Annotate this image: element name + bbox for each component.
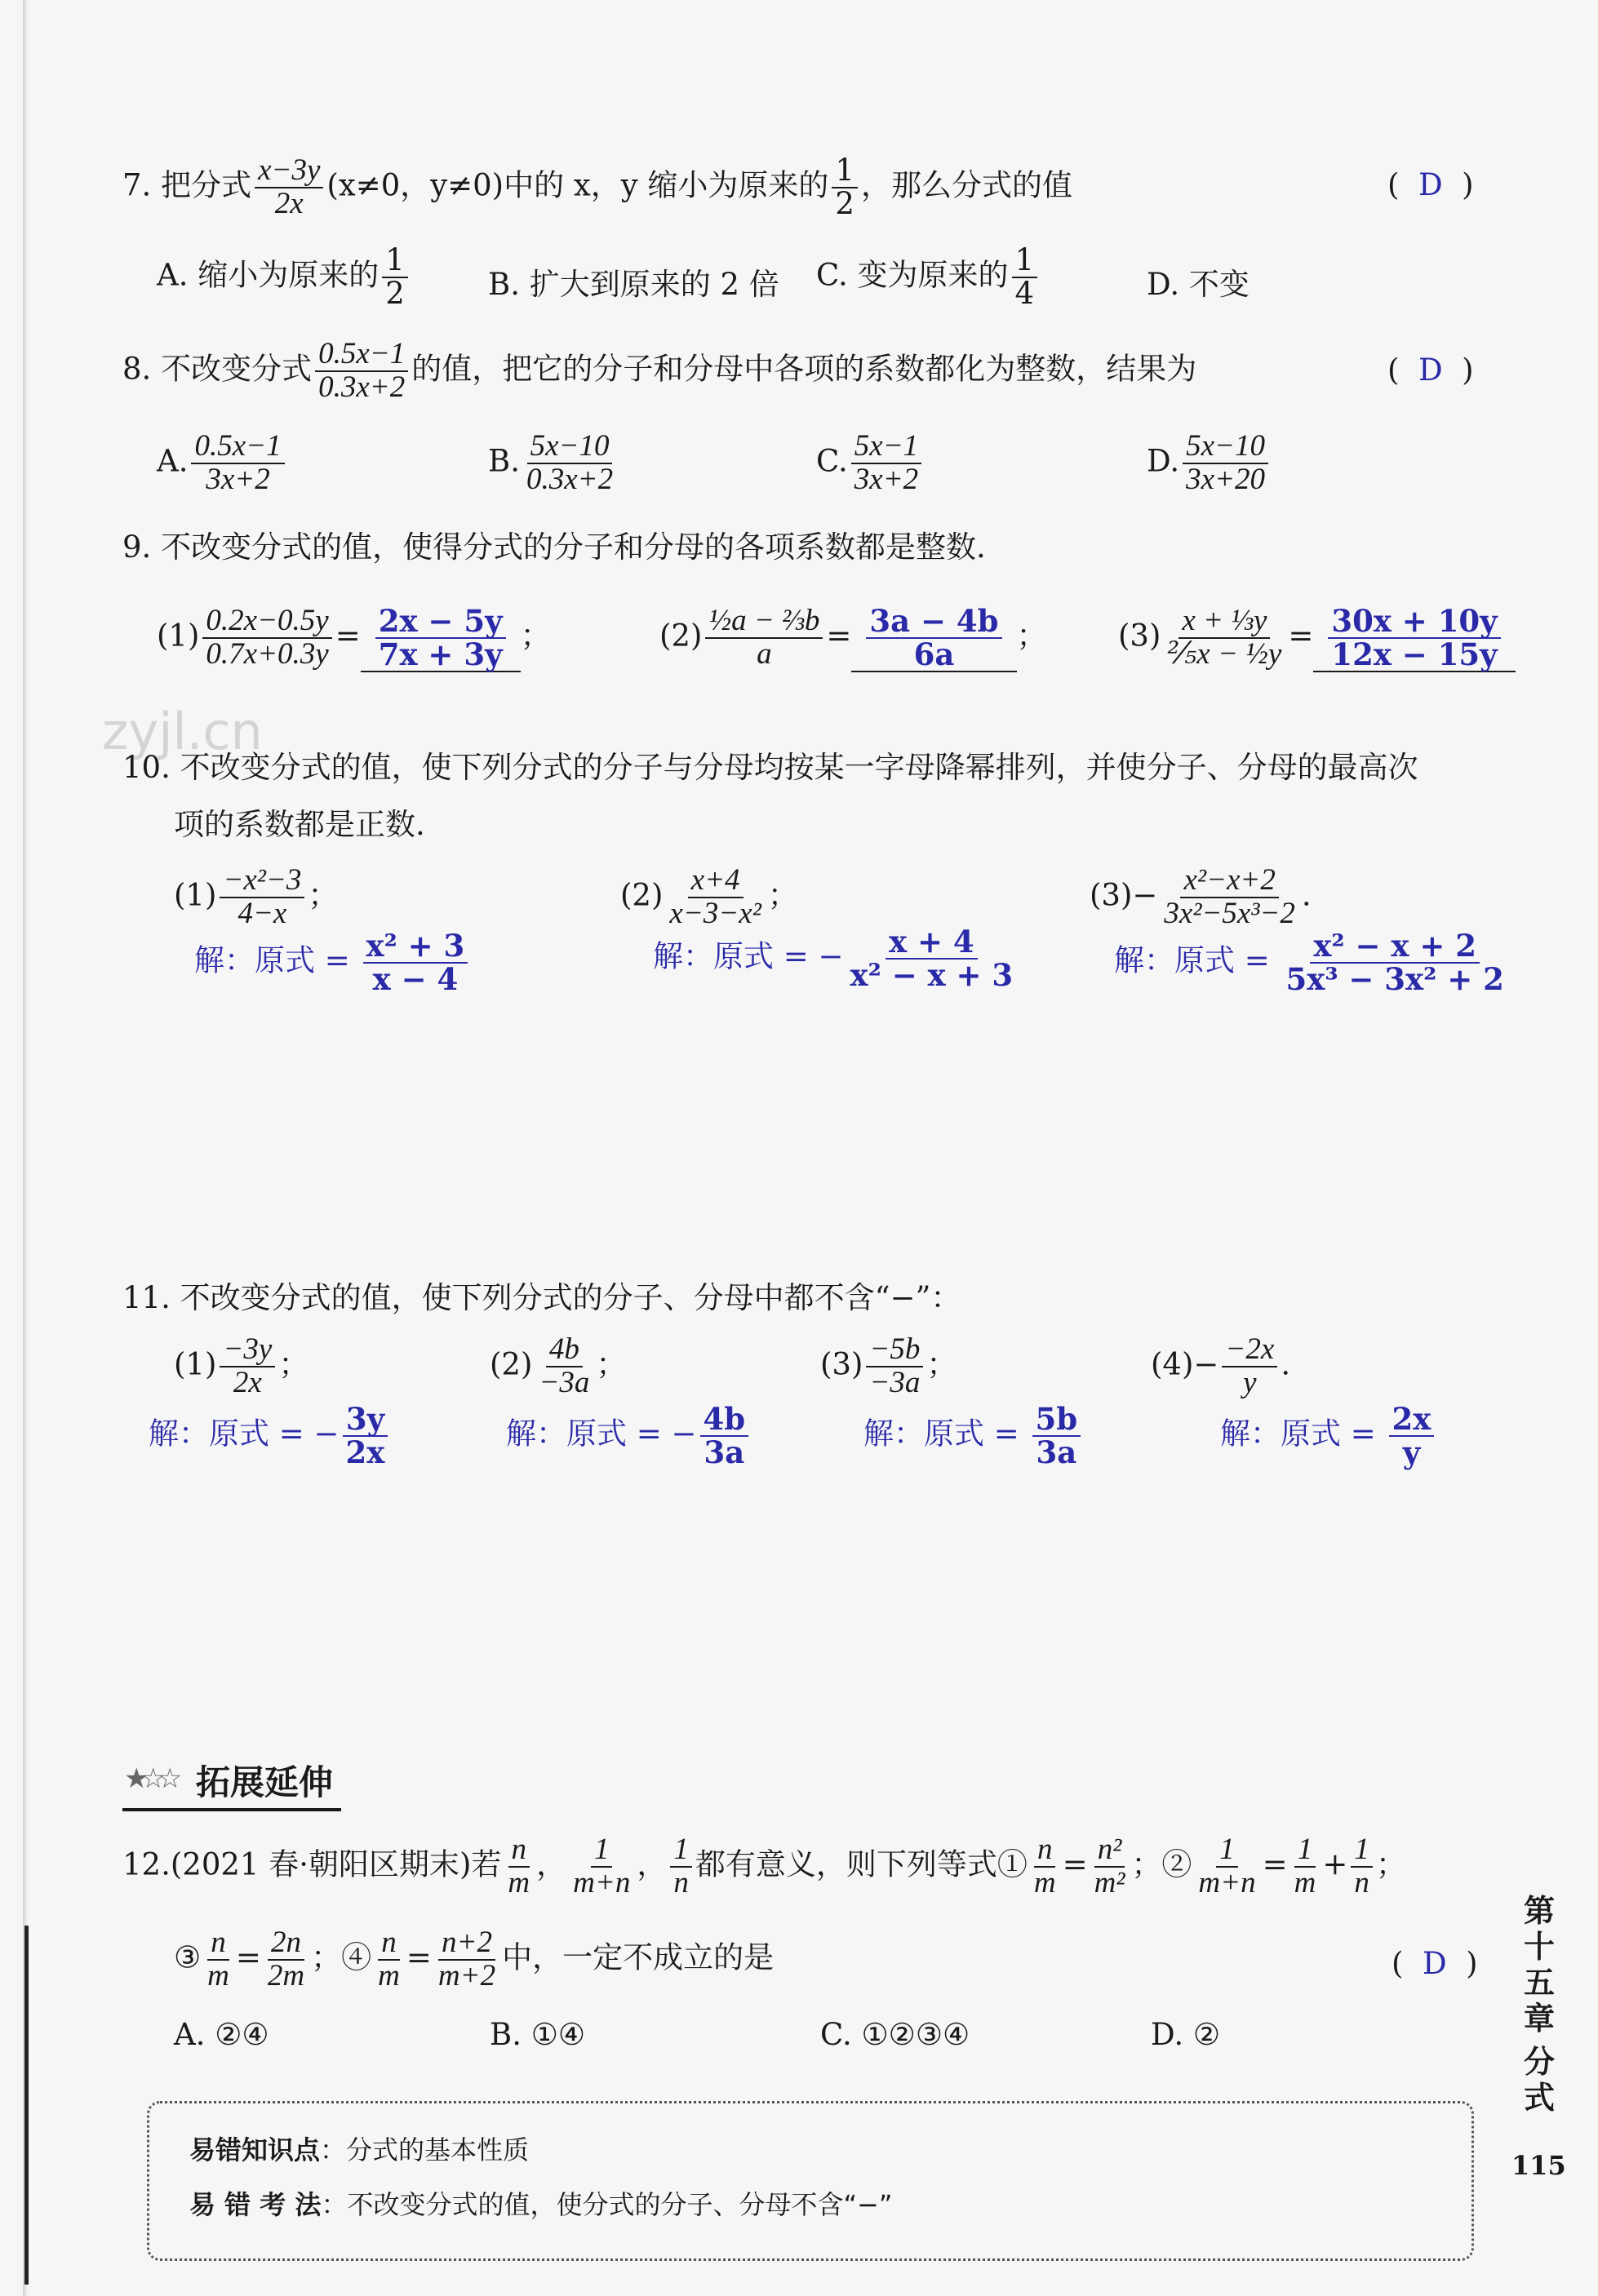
q12-option-b: B. ①④ xyxy=(490,2017,586,2052)
q10-solution1: 解：原式 = $\frac{\text{x² + 3}}{x - 4}$ xyxy=(194,930,471,995)
sidebar-topic: 分式 xyxy=(1523,2044,1555,2116)
q12-option-c: C. ①②③④ xyxy=(820,2017,970,2052)
q10-part2: (2) $\frac{x+4}{\text{x−3−x²}}$ ； xyxy=(620,863,798,930)
q9-part1-answer: $\frac{2x - 5y}{7x + 3y}$ xyxy=(375,605,506,671)
q10-stem-line2: 项的系数都是正数. xyxy=(174,807,425,842)
q8-option-a: A. $\frac{0.5x-1}{3x+2}$ xyxy=(157,431,288,496)
q9-part3-answer: $\frac{30x + 10y}{12x - 15y}$ xyxy=(1328,605,1500,671)
watermark: zyjl.cn xyxy=(102,702,263,761)
q11-solution2: 解：原式 = − $\frac{4b}{3a}$ xyxy=(506,1403,752,1469)
q8-option-c: C. $\frac{5x-1}{3x+2}$ xyxy=(816,431,925,496)
q7-option-c: C. 变为原来的 $\frac{1}{4}$ xyxy=(816,245,1041,310)
q7-stem: 7. 把分式 $\frac{x-3y}{2x}$ (x≠0，y≠0)中的 x，y 缩小为原来的 $\frac{1}{2}$ ，那么分式的值 xyxy=(122,153,1072,221)
q9-part2: (2) $\frac{\text{½a − ⅔b}}{a}$ = $\frac{3a - 4b}{6a}$ ； xyxy=(659,603,1047,672)
q9-part1: (1) $\frac{0.2x-0.5y}{0.7x+0.3y}$ = $\frac{2x - 5y}{7x + 3y}$ ； xyxy=(157,603,551,672)
q10-part1: (1) $\frac{\text{−x²−3}}{4-x}$ ； xyxy=(174,863,339,930)
q9-part3: (3) $\frac{\text{x + ⅓y}}{\text{⅖x − ½y}}$ = $\frac{30x + 10y}{12x - 15y}$ xyxy=(1118,605,1516,672)
page-edge-binding xyxy=(24,1926,29,2285)
sidebar-chapter: 第十五章 xyxy=(1523,1893,1555,2037)
q12-answer: D xyxy=(1422,1946,1447,1981)
q9-part2-answer: $\frac{3a - 4b}{6a}$ xyxy=(866,605,1001,671)
q12-option-a: A. ②④ xyxy=(174,2017,269,2052)
q8-answer-bracket: ( D ) xyxy=(1387,352,1474,388)
q8-stem: 8. 不改变分式 $\frac{0.5x-1}{0.3x+2}$ 的值，把它的分子和分母中各项的系数都化为整数，结果为 xyxy=(122,337,1197,404)
q7-fraction: $\frac{x-3y}{2x}$ xyxy=(255,155,323,220)
q7-half: $\frac{1}{2}$ xyxy=(832,155,858,220)
q10-stem-line1: 10. 不改变分式的值，使下列分式的分子与分母均按某一字母降幂排列，并使分子、分母的最高次 xyxy=(122,750,1418,785)
q11-part2: (2) $\frac{4b}{-3a}$ ； xyxy=(490,1332,627,1399)
page-number: 115 xyxy=(1511,2150,1566,2181)
q7-answer: D xyxy=(1418,167,1443,202)
q11-part1: (1) $\frac{-3y}{2x}$ ； xyxy=(174,1332,309,1399)
q7-answer-bracket: ( D ) xyxy=(1387,167,1474,202)
q7-option-d: D. 不变 xyxy=(1147,267,1250,302)
q8-fraction: $\frac{0.5x-1}{0.3x+2}$ xyxy=(315,339,408,404)
q10-part3: (3)− $\frac{\text{x²−x+2}}{\text{3x²−5x³−2}}$ . xyxy=(1090,863,1312,930)
q11-solution4: 解：原式 = $\frac{2x}{y}$ xyxy=(1220,1403,1437,1469)
q10-solution2: 解：原式 = − $\frac{x + 4}{\text{x² − x + 3}}$ xyxy=(653,924,1014,993)
q12-answer-bracket: ( D ) xyxy=(1392,1946,1478,1981)
q12-stem-line2: ③ $\frac{n}{m}$ = $\frac{2n}{2m}$ ；④ $\frac{n}{m}$ = $\frac{n+2}{m+2}$ 中，一定不成立的是 xyxy=(174,1926,775,1992)
tips-box xyxy=(147,2101,1474,2261)
q9-stem: 9. 不改变分式的值，使得分式的分子和分母的各项系数都是整数. xyxy=(122,530,986,565)
q11-part4: (4)− $\frac{-2x}{y}$ . xyxy=(1151,1332,1291,1399)
q11-stem: 11. 不改变分式的值，使下列分式的分子、分母中都不含“−”： xyxy=(122,1280,961,1315)
tip-mistake-method: 易 错 考 法：不改变分式的值，使分式的分子、分母不含“−” xyxy=(189,2189,893,2220)
section-title: 拓展延伸 xyxy=(122,1756,341,1811)
q12-option-d: D. ② xyxy=(1151,2017,1221,2052)
stars-icon: ★☆☆ xyxy=(124,1762,175,1795)
q11-solution3: 解：原式 = $\frac{5b}{3a}$ xyxy=(863,1403,1084,1469)
q12-stem: 12.(2021 春·朝阳区期末)若 $\frac{n}{m}$ ， $\frac{1}{m+n}$ ， $\frac{1}{n}$ 都有意义，则下列等式① $\frac{n}{m}$ = $\frac{\text{n²}}{\text{m²}}$ ；② $\frac{1}{m+n}$ = $\frac{1}{m}$ + $\frac{1}{n}$ ； xyxy=(122,1833,1406,1899)
q10-solution3: 解：原式 = $\frac{\text{x² − x + 2}}{\text{5x³ − 3x² + 2}}$ xyxy=(1114,928,1504,997)
q11-solution1: 解：原式 = − $\frac{3y}{2x}$ xyxy=(149,1403,391,1469)
q8-option-b: B. $\frac{5x-10}{0.3x+2}$ xyxy=(488,429,614,496)
q7-option-b: B. 扩大到原来的 2 倍 xyxy=(488,267,779,302)
q8-option-d: D. $\frac{5x-10}{3x+20}$ xyxy=(1147,431,1272,496)
tip-knowledge-point: 易错知识点：分式的基本性质 xyxy=(189,2134,530,2165)
q8-answer: D xyxy=(1418,352,1443,388)
q11-part3: (3) $\frac{-5b}{-3a}$ ； xyxy=(820,1332,957,1399)
q7-option-a: A. 缩小为原来的 $\frac{1}{2}$ xyxy=(157,245,411,310)
